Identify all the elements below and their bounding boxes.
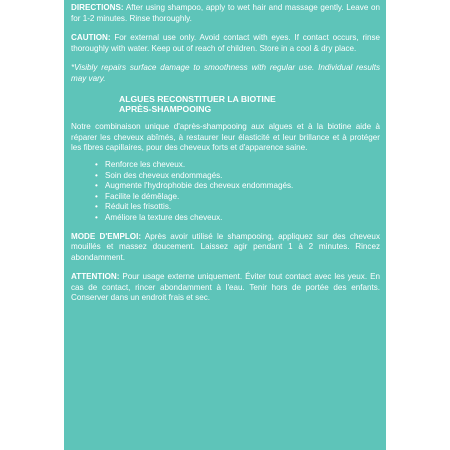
caution-section <box>71 33 380 54</box>
attention-section <box>71 272 380 304</box>
list-item: • Améliore la texture des cheveux. <box>95 212 223 222</box>
bullet-icon: • <box>95 191 98 201</box>
mode-emploi-text: Après avoir utilisé le shampooing, appliquez sur des cheveux mouillés et massez doucement. Laissez agir pendant 1 à 2 minutes. Rincez abondamment. <box>71 231 380 262</box>
attention-label: ATTENTION: <box>71 272 120 282</box>
mode-emploi-label: MODE D'EMPLOI: <box>71 231 142 241</box>
bullet-icon: • <box>95 159 98 169</box>
attention-text: Pour usage externe uniquement. Éviter tout contact avec les yeux. En cas de contact, rincer abondamment à l'eau. Tenir hors de portée des enfants. Conserver dans un endroit frais et sec. <box>71 272 381 303</box>
caution-text: For external use only. Avoid contact with eyes. If contact occurs, rinse thoroughly with water. Keep out of reach of children. Store in a cool & dry place. <box>71 33 380 53</box>
product-label <box>64 0 386 450</box>
benefits-list <box>71 160 380 224</box>
bullet-icon: • <box>95 202 98 212</box>
disclaimer-text: *Visibly repairs surface damage to smoothness with regular use. Individual results may vary. <box>71 63 380 83</box>
intro-paragraph: Notre combinaison unique d'après-shampooing aux algues et à la biotine aide à réparer les cheveux abîmés, à restaurer leur élasticité et leur brillance et à protéger les fibres capillaires, pour des cheveux forts et d'apparence saine. <box>71 122 380 153</box>
bullet-icon: • <box>95 181 98 191</box>
list-item: • Soin des cheveux endommagés. <box>95 170 223 180</box>
list-item: • Renforce les cheveux. <box>95 159 186 169</box>
directions-text: After using shampoo, apply to wet hair and massage gently. Leave on for 1-2 minutes. Rinse thoroughly. <box>71 3 380 23</box>
list-item: • Augmente l'hydrophobie des cheveux endommagés. <box>95 181 294 191</box>
heading-line-1: ALGUES RECONSTITUER LA BIOTINE <box>119 93 276 104</box>
caution-label: CAUTION: <box>71 33 111 43</box>
product-heading <box>71 94 380 116</box>
list-item: • Facilite le démêlage. <box>95 191 180 201</box>
directions-label: DIRECTIONS: <box>71 3 124 12</box>
mode-emploi-section <box>71 232 380 264</box>
list-item: • Réduit les frisottis. <box>95 202 172 212</box>
bullet-icon: • <box>95 212 98 222</box>
heading-line-2: APRÈS-SHAMPOOING <box>119 104 212 115</box>
bullet-icon: • <box>95 170 98 180</box>
directions-section <box>71 3 380 24</box>
